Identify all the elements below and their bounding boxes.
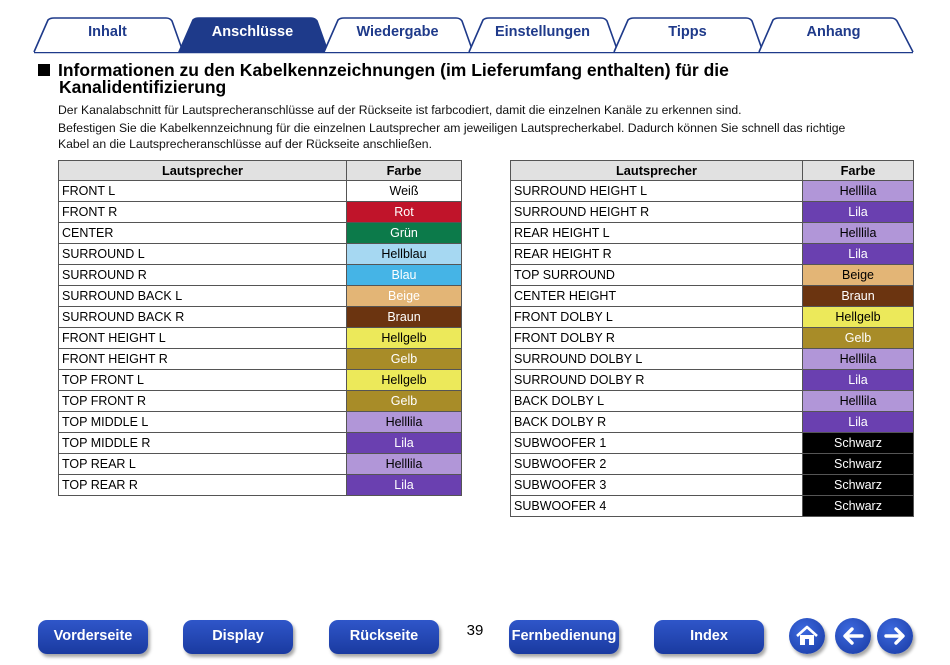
speaker-cell: SUBWOOFER 4: [511, 496, 803, 517]
color-cell: Lila: [803, 244, 914, 265]
color-cell: Blau: [347, 265, 462, 286]
color-cell: Hellgelb: [803, 307, 914, 328]
table-row: [511, 475, 914, 496]
color-cell: Schwarz: [803, 496, 914, 517]
table-row: [59, 475, 462, 496]
table-row: [59, 433, 462, 454]
speaker-cell: TOP REAR L: [59, 454, 347, 475]
speaker-cell: SURROUND L: [59, 244, 347, 265]
tab-anschluesse[interactable]: Anschlüsse: [211, 24, 294, 40]
speaker-cell: TOP FRONT L: [59, 370, 347, 391]
color-cell: Grün: [347, 223, 462, 244]
instruction-line1: Befestigen Sie die Kabelkennzeichnung für die einzelnen Lautsprecher am jeweiligen Lautsprecherkabel. Dadurch können Sie schnell das richtige: [58, 121, 846, 135]
bullet-square-icon: [38, 64, 50, 76]
speaker-cell: SURROUND HEIGHT R: [511, 202, 803, 223]
color-cell: Helllila: [803, 349, 914, 370]
index-button[interactable]: Index: [654, 620, 764, 654]
table-row: [511, 286, 914, 307]
speaker-cell: BACK DOLBY R: [511, 412, 803, 433]
speaker-cell: SURROUND BACK L: [59, 286, 347, 307]
speaker-cell: TOP MIDDLE R: [59, 433, 347, 454]
table-row: [511, 370, 914, 391]
tab-inhalt[interactable]: Inhalt: [88, 24, 127, 40]
color-cell: Braun: [803, 286, 914, 307]
table-row: [511, 454, 914, 475]
speaker-cell: CENTER: [59, 223, 347, 244]
color-cell: Schwarz: [803, 475, 914, 496]
speaker-cell: REAR HEIGHT L: [511, 223, 803, 244]
table-row: [59, 223, 462, 244]
color-cell: Beige: [803, 265, 914, 286]
color-cell: Hellgelb: [347, 370, 462, 391]
instruction-paragraph: [58, 120, 918, 152]
table-row: [59, 391, 462, 412]
color-cell: Gelb: [803, 328, 914, 349]
color-cell: Beige: [347, 286, 462, 307]
speaker-cell: TOP MIDDLE L: [59, 412, 347, 433]
table-row: [511, 265, 914, 286]
speaker-cell: FRONT HEIGHT R: [59, 349, 347, 370]
arrow-left-icon: [835, 618, 871, 654]
speaker-cell: FRONT DOLBY R: [511, 328, 803, 349]
table-row: [59, 328, 462, 349]
remote-control-button[interactable]: Fernbedienung: [509, 620, 619, 654]
table-row: [511, 349, 914, 370]
speaker-cell: CENTER HEIGHT: [511, 286, 803, 307]
home-icon: [789, 618, 825, 654]
color-cell: Hellblau: [347, 244, 462, 265]
section-title-line1: Informationen zu den Kabelkennzeichnungen (im Lieferumfang enthalten) für die: [58, 60, 729, 80]
speaker-cell: FRONT DOLBY L: [511, 307, 803, 328]
tab-einstellungen[interactable]: Einstellungen: [494, 24, 591, 40]
table-header-row: [511, 161, 914, 181]
section-title-line2: Kanalidentifizierung: [59, 77, 227, 97]
color-cell: Helllila: [347, 412, 462, 433]
table-row: [511, 181, 914, 202]
color-cell: Lila: [347, 475, 462, 496]
table-row: [59, 454, 462, 475]
color-cell: Schwarz: [803, 454, 914, 475]
front-panel-button[interactable]: Vorderseite: [38, 620, 148, 654]
table-header-row: [59, 161, 462, 181]
forward-button[interactable]: [877, 618, 913, 654]
section-title: [38, 62, 918, 96]
header-color: Farbe: [347, 161, 462, 181]
table-row: [511, 328, 914, 349]
speaker-cell: SUBWOOFER 3: [511, 475, 803, 496]
back-button[interactable]: [835, 618, 871, 654]
speaker-cell: REAR HEIGHT R: [511, 244, 803, 265]
tab-tipps[interactable]: Tipps: [668, 24, 707, 40]
table-row: [59, 370, 462, 391]
color-cell: Lila: [347, 433, 462, 454]
speaker-cell: BACK DOLBY L: [511, 391, 803, 412]
speaker-cell: FRONT HEIGHT L: [59, 328, 347, 349]
table-row: [59, 202, 462, 223]
arrow-right-icon: [877, 618, 913, 654]
speaker-cell: TOP SURROUND: [511, 265, 803, 286]
tab-bar: [0, 0, 950, 56]
color-cell: Helllila: [803, 223, 914, 244]
table-row: [59, 412, 462, 433]
table-row: [511, 244, 914, 265]
table-row: [59, 307, 462, 328]
color-cell: Lila: [803, 370, 914, 391]
color-cell: Helllila: [803, 391, 914, 412]
speaker-color-table-right: [510, 160, 914, 517]
color-cell: Helllila: [803, 181, 914, 202]
display-button[interactable]: Display: [183, 620, 293, 654]
speaker-cell: TOP REAR R: [59, 475, 347, 496]
color-cell: Gelb: [347, 349, 462, 370]
table-row: [511, 391, 914, 412]
color-cell: Hellgelb: [347, 328, 462, 349]
table-row: [511, 202, 914, 223]
speaker-cell: SUBWOOFER 1: [511, 433, 803, 454]
speaker-color-table-left: [58, 160, 462, 496]
color-cell: Gelb: [347, 391, 462, 412]
tab-wiedergabe[interactable]: Wiedergabe: [356, 24, 439, 40]
table-row: [59, 349, 462, 370]
table-row: [511, 496, 914, 517]
speaker-cell: SURROUND BACK R: [59, 307, 347, 328]
table-row: [59, 181, 462, 202]
instruction-line2: Kabel an die Lautsprecheranschlüsse auf der Rückseite anschließen.: [58, 137, 432, 151]
color-cell: Lila: [803, 412, 914, 433]
speaker-cell: SUBWOOFER 2: [511, 454, 803, 475]
color-cell: Helllila: [347, 454, 462, 475]
table-row: [59, 286, 462, 307]
table-row: [511, 307, 914, 328]
table-row: [511, 433, 914, 454]
speaker-cell: SURROUND HEIGHT L: [511, 181, 803, 202]
header-speaker: Lautsprecher: [511, 161, 803, 181]
color-cell: Rot: [347, 202, 462, 223]
intro-paragraph: Der Kanalabschnitt für Lautsprecheranschlüsse auf der Rückseite ist farbcodiert, damit die einzelnen Kanäle zu erkennen sind.: [58, 103, 742, 117]
speaker-cell: TOP FRONT R: [59, 391, 347, 412]
speaker-cell: FRONT R: [59, 202, 347, 223]
color-cell: Lila: [803, 202, 914, 223]
table-row: [59, 244, 462, 265]
page-number: 39: [466, 622, 484, 639]
tab-anhang[interactable]: Anhang: [806, 24, 861, 40]
table-row: [511, 412, 914, 433]
table-row: [59, 265, 462, 286]
header-color: Farbe: [803, 161, 914, 181]
color-cell: Braun: [347, 307, 462, 328]
speaker-cell: FRONT L: [59, 181, 347, 202]
speaker-cell: SURROUND R: [59, 265, 347, 286]
header-speaker: Lautsprecher: [59, 161, 347, 181]
color-cell: Schwarz: [803, 433, 914, 454]
table-row: [511, 223, 914, 244]
speaker-cell: SURROUND DOLBY L: [511, 349, 803, 370]
rear-panel-button[interactable]: Rückseite: [329, 620, 439, 654]
color-cell: Weiß: [347, 181, 462, 202]
home-button[interactable]: [789, 618, 825, 654]
speaker-cell: SURROUND DOLBY R: [511, 370, 803, 391]
